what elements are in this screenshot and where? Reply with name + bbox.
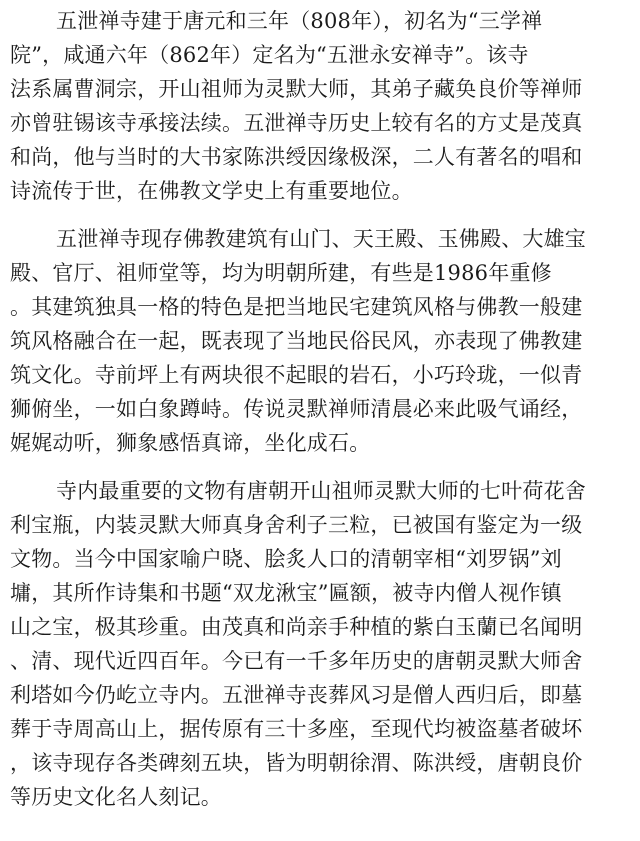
text-line: 葬于寺周高山上，据传原有三十多座，至现代均被盗墓者破坏 [10,717,583,741]
text-line: 利塔如今仍屹立寺内。五泄禅寺丧葬风习是僧人西归后，即墓 [10,683,583,707]
text-line: ，该寺现存各类碑刻五块，皆为明朝徐渭、陈洪绶，唐朝良价 [10,751,583,775]
text-line: 五泄禅寺建于唐元和三年（808年），初名为“三学禅 [56,9,543,33]
text-line: 山之宝，极其珍重。由茂真和尚亲手种植的紫白玉蘭已名闻明 [10,615,583,639]
text-line: 筑文化。寺前坪上有两块很不起眼的岩石，小巧玲珑，一似青 [10,363,583,387]
text-line: 法系属曹洞宗，开山祖师为灵默大师，其弟子藏奂良价等禅师 [10,77,583,101]
text-line: 五泄禅寺现存佛教建筑有山门、天王殿、玉佛殿、大雄宝 [56,227,586,251]
text-line: 诗流传于世，在佛教文学史上有重要地位。 [10,179,413,203]
paragraph-architecture [10,222,634,460]
text-line: 娓娓动听，狮象感悟真谛，坐化成石。 [10,431,371,455]
text-line: 和尚，他与当时的大书家陈洪绶因缘极深，二人有著名的唱和 [10,145,583,169]
text-line: 寺内最重要的文物有唐朝开山祖师灵默大师的七叶荷花舍 [56,479,586,503]
paragraph-history [10,4,634,208]
text-line: 殿、官厅、祖师堂等，均为明朝所建，有些是1986年重修 [10,261,552,285]
text-line: 亦曾驻锡该寺承接法续。五泄禅寺历史上较有名的方丈是茂真 [10,111,583,135]
text-line: 利宝瓶，内装灵默大师真身舍利子三粒，已被国有鉴定为一级 [10,513,583,537]
text-line: 等历史文化名人刻记。 [10,785,222,809]
text-line: 筑风格融合在一起，既表现了当地民俗民风，亦表现了佛教建 [10,329,583,353]
text-line: 。其建筑独具一格的特色是把当地民宅建筑风格与佛教一般建 [10,295,583,319]
text-line: 院”，咸通六年（862年）定名为“五泄永安禅寺”。该寺 [10,43,529,67]
text-line: 文物。当今中国家喻户晓、脍炙人口的清朝宰相“刘罗锅”刘 [10,547,562,571]
text-line: 墉，其所作诗集和书题“双龙湫宝”匾额，被寺内僧人视作镇 [10,581,562,605]
article-page [10,4,634,814]
text-line: 、清、现代近四百年。今已有一千多年历史的唐朝灵默大师舍 [10,649,583,673]
text-line: 狮俯坐，一如白象蹲峙。传说灵默禅师清晨必来此吸气诵经， [10,397,583,421]
paragraph-relics [10,474,634,814]
